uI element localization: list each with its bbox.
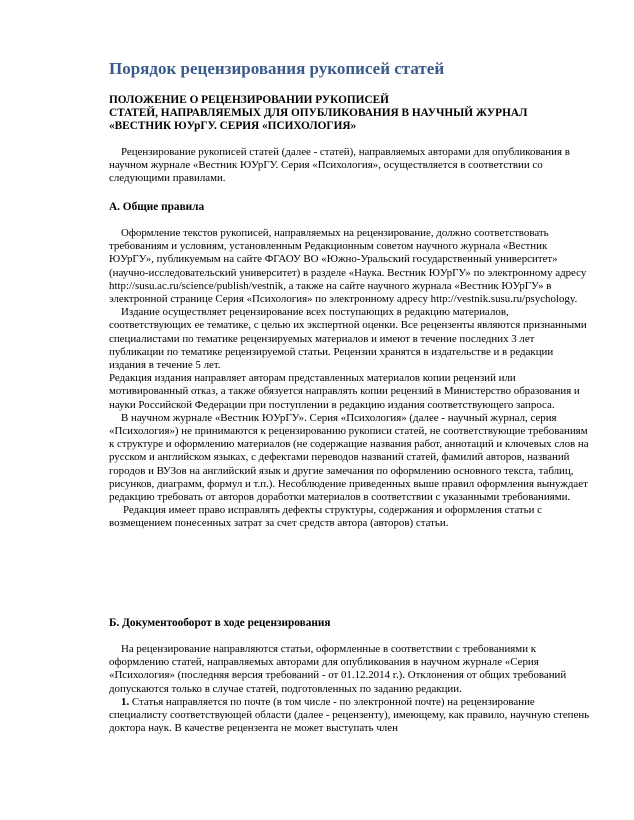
- section-b-paragraph-1: На рецензирование направляются статьи, оформленные в соответствии с требованиями к оформлению статей, направляемых авторами для опубликования в научном журнале «Серия «Психология» (последняя версия требований - от 01.12.2014 г.). Отклонения от общих требований допускаются только в случае статей, подготовленных по заданию редакции.: [109, 643, 567, 695]
- section-a-body: [109, 227, 591, 531]
- heading-line-2: СТАТЕЙ, НАПРАВЛЯЕМЫХ ДЛЯ ОПУБЛИКОВАНИЯ В НАУЧНЫЙ ЖУРНАЛ: [109, 107, 528, 119]
- heading-line-1: ПОЛОЖЕНИЕ О РЕЦЕНЗИРОВАНИИ РУКОПИСЕЙ: [109, 94, 389, 106]
- heading-line-3: «ВЕСТНИК ЮУрГУ. СЕРИЯ «ПСИХОЛОГИЯ»: [109, 120, 357, 132]
- section-a-paragraph-3: Редакция издания направляет авторам представленных материалов копии рецензий или мотивированный отказ, а также обязуется направлять копии рецензий в Министерство образования и науки Российской Федерации при поступлении в редакцию издания соответствующего запроса.: [109, 372, 580, 411]
- section-b-body: [109, 643, 591, 735]
- intro-paragraph: Рецензирование рукописей статей (далее - статей), направляемых авторами для опубликования в научном журнале «Вестник ЮУрГУ. Серия «Психология», осуществляется в соответствии со следующими правилами.: [109, 146, 570, 185]
- section-a-paragraph-5: Редакция имеет право исправлять дефекты структуры, содержания и оформления статьи с возмещением понесенных затрат за счет средств автора (авторов) статьи.: [109, 504, 543, 530]
- section-b-title: Б. Документооборот в ходе рецензирования: [109, 617, 331, 629]
- section-a-title: А. Общие правила: [109, 201, 205, 213]
- section-a-paragraph-2: Издание осуществляет рецензирование всех поступающих в редакцию материалов, соответствующих ее тематике, с целью их экспертной оценки. Все рецензенты являются признанными специалистами по тематике рецензируемых материалов и имеют в течение последних 3 лет публикации по тематике рецензируемой статьи. Рецензии хранятся в издательстве и в редакции издания в течение 5 лет.: [109, 306, 587, 372]
- item-text: Статья направляется по почте (в том числе - по электронной почте) на рецензирование специалисту соответствующей области (далее - рецензенту), имеющему, как правило, научную степень доктора наук. В качестве рецензента не может выступать член: [109, 695, 590, 735]
- regulation-heading: [109, 94, 579, 133]
- section-b-item-1: [109, 696, 591, 736]
- section-a-paragraph-4: В научном журнале «Вестник ЮУрГУ». Серия «Психология» (далее - научный журнал, серия «Психология») не принимаются к рецензированию рукописи статей, не соответствующие требованиям к структуре и оформлению материалов (не содержащие названия работ, аннотаций и ключевых слов на русском и английском языках, с дефектами переводов названий статей, фамилий авторов, названий городов и ВУЗов на английский язык и другие замечания по оформлению основного текста, таблиц, рисунков, диаграмм, формул и т.п.). Несоблюдение приведенных выше правил оформления вынуждает редакцию требовать от авторов доработки материалов в соответствии с указанными требованиями.: [109, 411, 589, 504]
- intro-block: [109, 146, 591, 186]
- item-number: 1.: [121, 695, 130, 708]
- section-a-paragraph-1: Оформление текстов рукописей, направляемых на рецензирование, должно соответствовать требованиям и условиям, установленным Редакционным советом научного журнала «Вестник ЮУрГУ», публикуемым на сайте ФГАОУ ВО «Южно-Уральский государственный университет» (научно-исследовательский университет) в разделе «Наука. Вестник ЮУрГУ» по электронному адресу http://susu.ac.ru/science/publish/vestnik, а также на сайте научного журнала «Вестник ЮУрГУ» в электронной странице Серия «Психология» по электронному адресу http://vestnik.susu.ru/psychology.: [109, 227, 587, 306]
- page-title: Порядок рецензирования рукописей статей: [109, 59, 445, 78]
